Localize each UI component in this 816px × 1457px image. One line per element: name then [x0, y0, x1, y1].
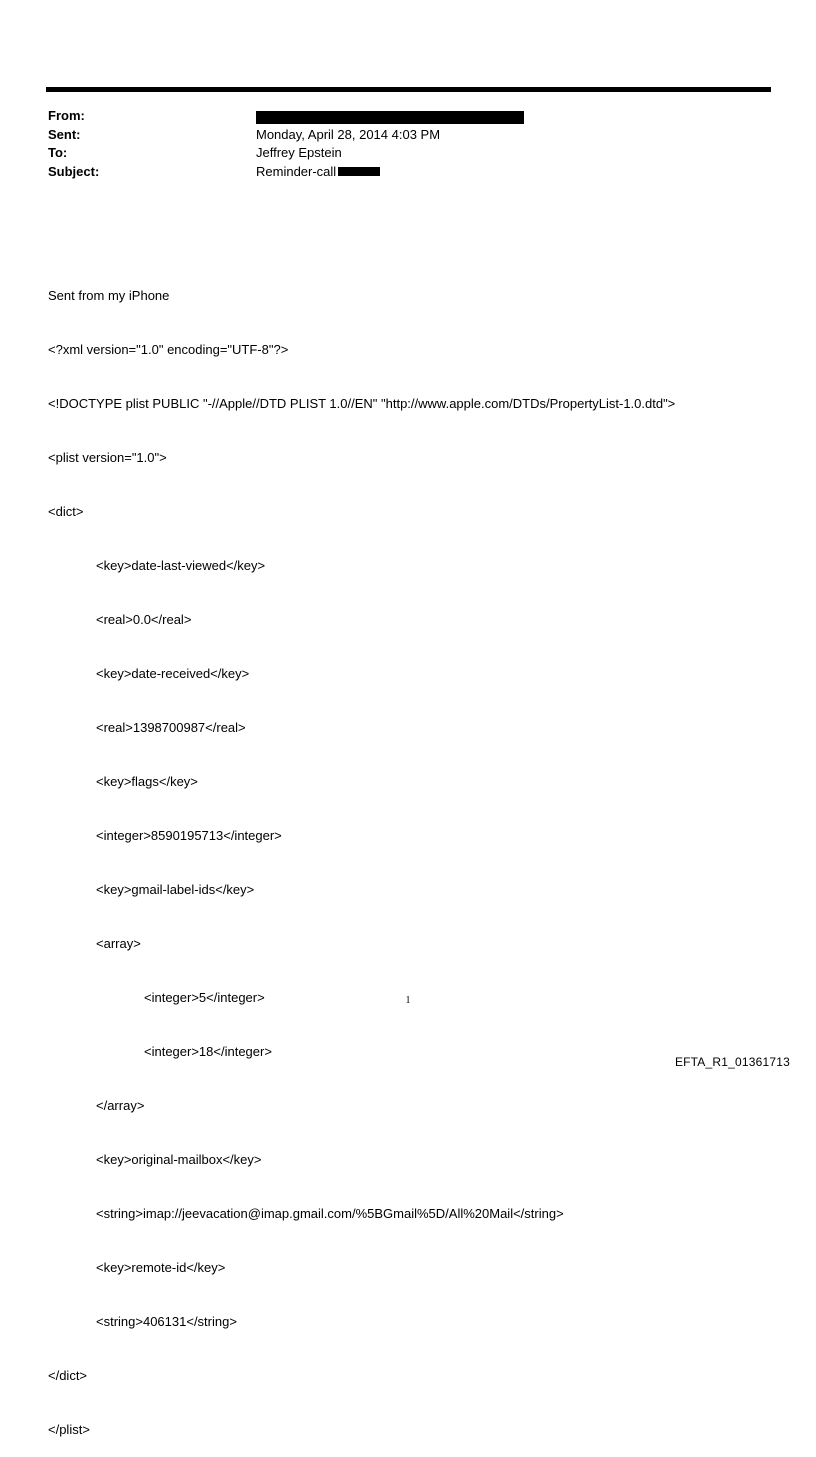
from-label: From: — [48, 108, 85, 123]
plist-line: <integer>18</integer> — [144, 1044, 272, 1059]
subject-row — [48, 163, 768, 182]
redaction-block — [338, 167, 380, 176]
xml-declaration: <?xml version="1.0" encoding="UTF-8"?> — [48, 342, 289, 357]
from-row — [48, 107, 768, 126]
doctype-line: <!DOCTYPE plist PUBLIC "-//Apple//DTD PLIST 1.0//EN" "http://www.apple.com/DTDs/PropertyList-1.0.dtd"> — [48, 396, 676, 411]
to-row — [48, 144, 768, 163]
sent-value: Monday, April 28, 2014 4:03 PM — [256, 126, 441, 142]
header-divider — [46, 87, 771, 92]
from-value — [256, 107, 524, 126]
plist-open: <plist version="1.0"> — [48, 450, 167, 465]
subject-value-wrap — [256, 163, 380, 182]
plist-line: <real>1398700987</real> — [96, 720, 246, 735]
document-id: EFTA_R1_01361713 — [674, 1055, 790, 1069]
plist-line: <key>date-last-viewed</key> — [96, 558, 266, 573]
plist-line: <key>date-received</key> — [96, 666, 250, 681]
plist-line: <key>flags</key> — [96, 774, 198, 789]
to-label: To: — [48, 145, 68, 160]
plist-line: <array> — [96, 936, 141, 951]
page-number: 1 — [405, 995, 411, 1006]
plist-line: <string>imap://jeevacation@imap.gmail.com/%5BGmail%5D/All%20Mail</string> — [96, 1206, 564, 1221]
plist-line: <integer>8590195713</integer> — [96, 828, 282, 843]
plist-line: <key>gmail-label-ids</key> — [96, 882, 255, 897]
signature-line: Sent from my iPhone — [48, 288, 170, 303]
subject-label: Subject: — [48, 163, 100, 179]
subject-value: Reminder-call — [256, 163, 337, 179]
email-header — [48, 107, 768, 181]
redaction-block — [256, 111, 524, 124]
plist-line: </array> — [96, 1098, 145, 1113]
to-value: Jeffrey Epstein — [256, 145, 342, 160]
email-body — [48, 251, 788, 1457]
dict-open: <dict> — [48, 504, 84, 519]
plist-line: <real>0.0</real> — [96, 612, 192, 627]
plist-line: <key>original-mailbox</key> — [96, 1152, 262, 1167]
dict-close: </dict> — [48, 1368, 88, 1383]
sent-label: Sent: — [48, 126, 81, 142]
sent-row — [48, 126, 768, 145]
plist-line: <key>remote-id</key> — [96, 1260, 226, 1275]
plist-line: <integer>5</integer> — [144, 990, 265, 1005]
plist-line: <string>406131</string> — [96, 1314, 237, 1329]
plist-close: </plist> — [48, 1422, 90, 1437]
